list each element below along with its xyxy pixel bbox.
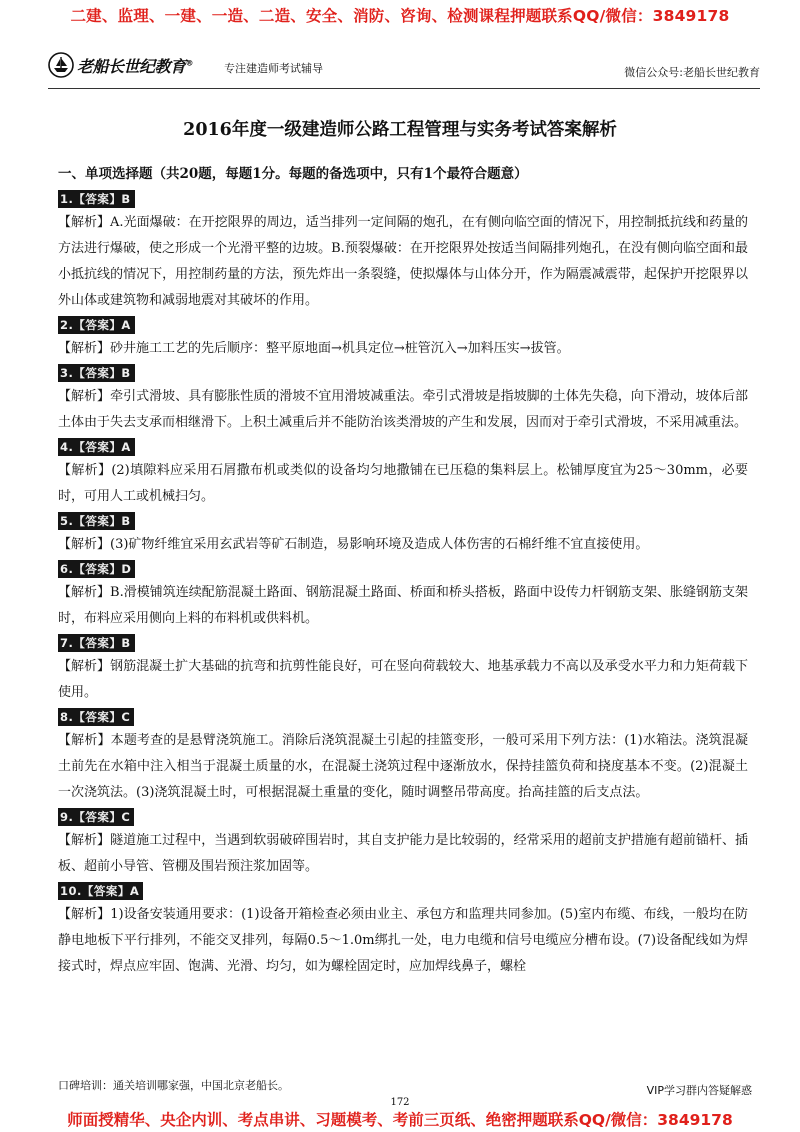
question-block <box>58 806 748 880</box>
analysis-text: 【解析】A.光面爆破：在开挖限界的周边，适当排列一定间隔的炮孔，在有侧向临空面的情况下，用控制抵抗线和药量的方法进行爆破，使之形成一个光滑平整的边坡。B.预裂爆破：在开挖限界处按适当间隔排列炮孔，在没有侧向临空面和最小抵抗线的情况下，用控制药量的方法，预先炸出一条裂缝，使拟爆体与山体分开，作为隔震减震带，起保护开挖限界以外山体或建筑物和减弱地震对其破坏的作用。 <box>58 215 748 308</box>
answer-tag: 6.【答案】D <box>58 560 135 578</box>
page-title: 2016年度一级建造师公路工程管理与实务考试答案解析 <box>183 120 617 140</box>
logo <box>48 52 193 78</box>
question-block <box>58 706 748 806</box>
analysis-text: 【解析】砂井施工工艺的先后顺序：整平原地面→机具定位→桩管沉入→加料压实→拔管。 <box>58 341 570 356</box>
answer-tag: 7.【答案】B <box>58 634 135 652</box>
question-block <box>58 510 748 558</box>
analysis-text: 【解析】(3)矿物纤维宜采用玄武岩等矿石制造，易影响环境及造成人体伤害的石棉纤维不宜直接使用。 <box>58 537 649 552</box>
section-heading: 一、单项选择题（共20题，每题1分。每题的备选项中，只有1个最符合题意） <box>58 166 528 182</box>
answer-tag: 8.【答案】C <box>58 708 134 726</box>
wechat-account: 微信公众号:老船长世纪教育 <box>624 66 760 79</box>
ship-logo-icon <box>48 52 74 78</box>
answer-tag: 5.【答案】B <box>58 512 135 530</box>
answer-tag: 2.【答案】A <box>58 316 135 334</box>
question-block <box>58 362 748 436</box>
answer-tag: 3.【答案】B <box>58 364 135 382</box>
analysis-text: 【解析】牵引式滑坡、具有膨胀性质的滑坡不宜用滑坡减重法。牵引式滑坡是指坡脚的土体先失稳，向下滑动，坡体后部土体由于失去支承而相继滑下。上积土减重后并不能防治该类滑坡的产生和发展，因而对于牵引式滑坡，不采用减重法。 <box>58 389 748 430</box>
footer-note: VIP学习群内答疑解惑 <box>646 1084 752 1097</box>
logo-text: 老船长世纪教育® <box>77 56 194 76</box>
question-block <box>58 632 748 706</box>
answer-tag: 1.【答案】B <box>58 190 135 208</box>
tagline: 专注建造师考试辅导 <box>224 62 323 75</box>
analysis-text: 【解析】本题考查的是悬臂浇筑施工。消除后浇筑混凝土引起的挂篮变形，一般可采用下列方法：(1)水箱法。浇筑混凝土前先在水箱中注入相当于混凝土质量的水，在混凝土浇筑过程中逐渐放水，保持挂篮负荷和挠度基本不变。(2)混凝土一次浇筑法。(3)浇筑混凝土时，可根据混凝土重量的变化，随时调整吊带高度。抬高挂篮的后支点法。 <box>58 733 748 800</box>
bottom-banner: 师面授精华、央企内训、考点串讲、习题模考、考前三页纸、绝密押题联系QQ/微信：3849178 <box>67 1111 733 1129</box>
analysis-text: 【解析】(2)填隙料应采用石屑撒布机或类似的设备均匀地撒铺在已压稳的集料层上。松铺厚度宜为25～30mm，必要时，可用人工或机械扫匀。 <box>58 463 748 504</box>
question-block <box>58 188 748 314</box>
answer-tag: 4.【答案】A <box>58 438 135 456</box>
analysis-text: 【解析】B.滑模铺筑连续配筋混凝土路面、钢筋混凝土路面、桥面和桥头搭板，路面中设传力杆钢筋支架、胀缝钢筋支架时，布料应采用侧向上料的布料机或供料机。 <box>58 585 748 626</box>
top-banner: 二建、监理、一建、一造、二造、安全、消防、咨询、检测课程押题联系QQ/微信：3849178 <box>70 7 730 25</box>
answer-content <box>58 162 748 980</box>
page-header <box>48 48 760 89</box>
answer-tag: 10.【答案】A <box>58 882 143 900</box>
question-block <box>58 558 748 632</box>
page-number: 172 <box>390 1097 410 1108</box>
question-block <box>58 314 748 362</box>
footer-slogan: 口碑培训：通关培训哪家强，中国北京老船长。 <box>58 1079 289 1092</box>
answer-tag: 9.【答案】C <box>58 808 134 826</box>
question-block <box>58 880 748 980</box>
analysis-text: 【解析】隧道施工过程中，当遇到软弱破碎围岩时，其自支护能力是比较弱的，经常采用的超前支护措施有超前锚杆、插板、超前小导管、管棚及围岩预注浆加固等。 <box>58 833 748 874</box>
analysis-text: 【解析】1)设备安装通用要求：(1)设备开箱检查必须由业主、承包方和监理共同参加。(5)室内布缆、布线，一般均在防静电地板下平行排列，不能交叉排列，每隔0.5～1.0m绑扎一处，电力电缆和信号电缆应分槽布设。(7)设备配线如为焊接式时，焊点应牢固、饱满、光滑、均匀，如为螺栓固定时，应加焊线鼻子，螺栓 <box>58 907 748 974</box>
analysis-text: 【解析】钢筋混凝土扩大基础的抗弯和抗剪性能良好，可在竖向荷载较大、地基承载力不高以及承受水平力和力矩荷载下使用。 <box>58 659 748 700</box>
question-block <box>58 436 748 510</box>
